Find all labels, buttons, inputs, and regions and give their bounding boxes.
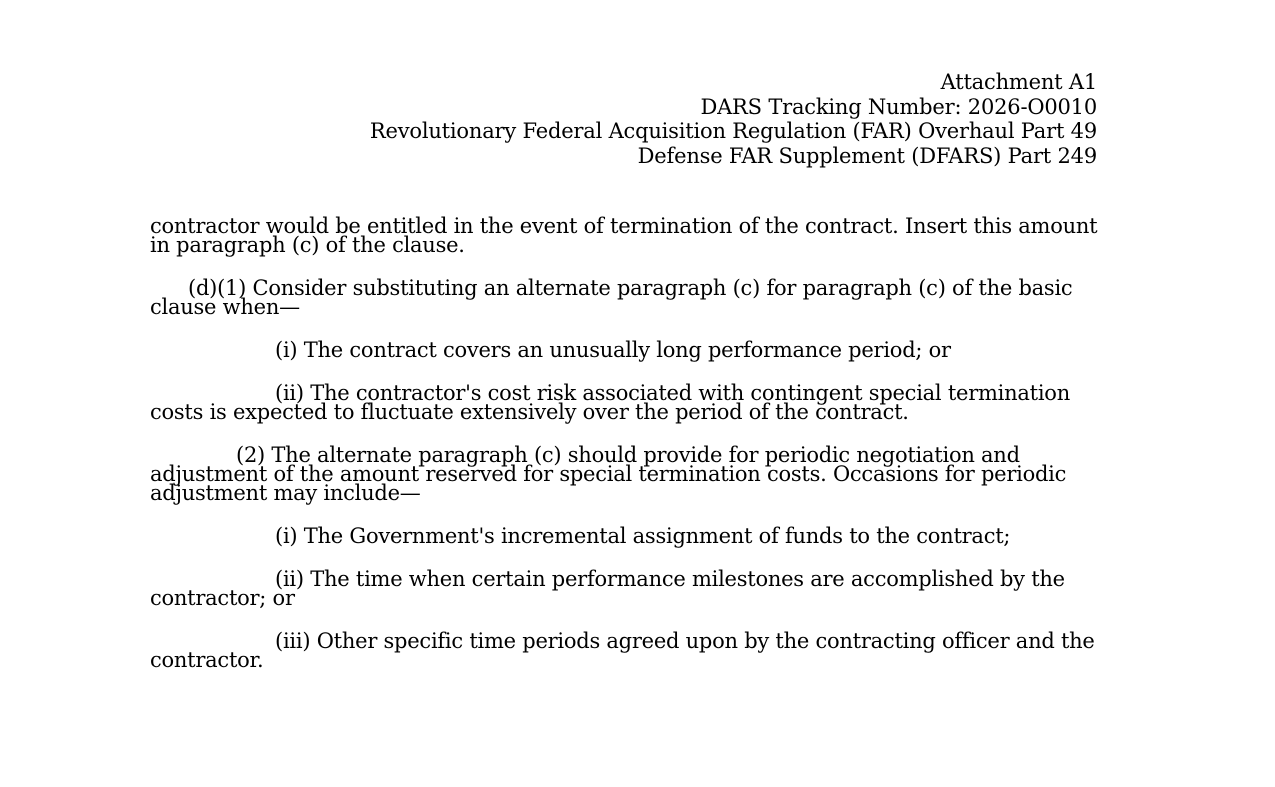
paragraph-d1-i: (i) The contract covers an unusually long performance period; or (275, 338, 951, 362)
paragraph-continuation: contractor would be entitled in the event of termination of the contract. Insert this amount in paragraph (c) of the clause. (150, 214, 1098, 257)
paragraph-d2-i: (i) The Government's incremental assignment of funds to the contract; (275, 524, 1011, 548)
dfars-part-title: Defense FAR Supplement (DFARS) Part 249 (637, 143, 1097, 168)
paragraph-d1-ii: (ii) The contractor's cost risk associated with contingent special termination costs is expected to fluctuate extensively over the period of the contract. (150, 381, 1070, 424)
paragraph-d2-ii: (ii) The time when certain performance milestones are accomplished by the contractor; or (150, 567, 1065, 610)
tracking-number: DARS Tracking Number: 2026-O0010 (700, 94, 1097, 119)
paragraph-d2-iii: (iii) Other specific time periods agreed upon by the contracting officer and the contractor. (150, 629, 1095, 672)
document-header (370, 70, 1097, 168)
document-body (150, 214, 1122, 694)
far-part-title: Revolutionary Federal Acquisition Regulation (FAR) Overhaul Part 49 (369, 119, 1097, 143)
paragraph-d1: (d)(1) Consider substituting an alternate paragraph (c) for paragraph (c) of the basic clause when— (150, 276, 1073, 319)
attachment-label: Attachment A1 (940, 70, 1097, 94)
paragraph-d2: (2) The alternate paragraph (c) should provide for periodic negotiation and adjustment of the amount reserved for special termination costs. Occasions for periodic adjustment may include— (150, 443, 1067, 505)
